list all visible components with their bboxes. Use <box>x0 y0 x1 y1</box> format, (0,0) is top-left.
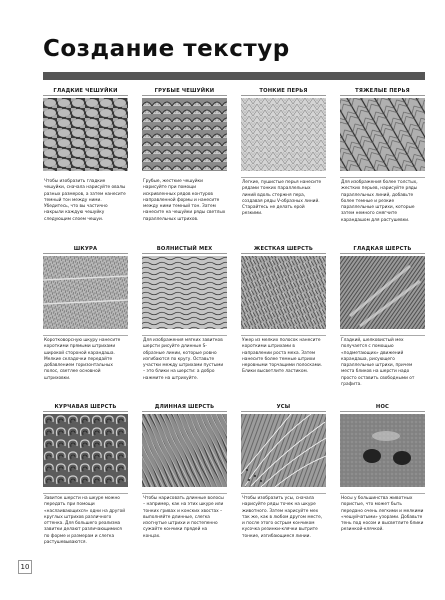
texture-description: Чтобы изобразить усы, сначала нарисуйте ряды точек на шкуре животного. Затем нарисуйте мех так же, как в любом другом месте, и после этого острым кончиком кусочка резинки-клячки вытрите тонкие, изгибающиеся линии. <box>241 493 326 542</box>
texture-description: Ужер из мелких полосок нанесите короткими штрихами в направлении роста меха. Затем нанесите более темные штрихи неровными торчащими полосками. Блики высветлите ластиком. <box>241 335 326 378</box>
texture-label: ГЛАДКАЯ ШЕРСТЬ <box>340 245 425 254</box>
smooth-fur-icon <box>340 256 425 329</box>
texture-description: Для изображения более толстых, жестких перьев, нарисуйте ряды параллельных линий, добавьте более темные и резкие параллельные штрихи, которые затем немного смягчите карандашом для растушевки. <box>340 177 425 226</box>
texture-description: Завиток шерсти на шкуре можно передать при помощи «наслаивающихся» одни на другой круглых штрихов различного оттенка. Для большего реализма завитки делают различающимися по форме и размерам и слегка растушевываются. <box>43 493 128 548</box>
texture-description: Грубые, жесткие чешуйки нарисуйте при помощи искривленных рядов контуров направленной формы и нанесите между ними темный тон. Затем нанесите на чешуйки ряды светлых параллельных штрихов. <box>143 179 226 222</box>
texture-cell-rough-scales <box>142 87 227 225</box>
texture-label: ТЯЖЕЛЫЕ ПЕРЬЯ <box>340 87 425 96</box>
texture-label: ШКУРА <box>43 245 128 254</box>
texture-description: Гладкий, шелковистый мех получается с помощью «подметающих» движений карандаша, рисующего параллельные штрихи, причем места бликов на шерсти надо просто оставить свободными от графита. <box>340 335 425 390</box>
texture-label: КУРЧАВАЯ ШЕРСТЬ <box>43 403 128 412</box>
long-fur-icon <box>142 414 227 487</box>
texture-cell-nose <box>340 403 425 536</box>
texture-cell-long-fur <box>142 403 227 542</box>
texture-label: ГЛАДКИЕ ЧЕШУЙКИ <box>43 87 128 96</box>
title-rule <box>43 72 425 80</box>
texture-cell-wavy-fur <box>142 245 227 384</box>
texture-cell-coarse-fur <box>241 245 326 378</box>
texture-cell-smooth-scales <box>43 87 128 225</box>
whiskers-icon <box>241 414 326 487</box>
texture-label: ЖЕСТКАЯ ШЕРСТЬ <box>241 245 326 254</box>
texture-cell-curly-fur <box>43 403 128 548</box>
hide-icon <box>43 256 128 329</box>
texture-label: ГРУБЫЕ ЧЕШУЙКИ <box>142 87 227 96</box>
texture-cell-hide <box>43 245 128 384</box>
texture-cell-heavy-feathers <box>340 87 425 226</box>
texture-label: НОС <box>340 403 425 412</box>
page-number: 10 <box>18 560 32 574</box>
texture-label: ВОЛНИСТЫЙ МЕХ <box>142 245 227 254</box>
texture-label: ТОНКИЕ ПЕРЬЯ <box>241 87 326 96</box>
texture-cell-whiskers <box>241 403 326 542</box>
texture-description: Коротковорсную шкуру нанесите короткими прямыми штрихами широкой стороной карандаша. Мелкие складочки передайте добавлением горизонтальных полос, светлее основной штриховки. <box>43 335 128 384</box>
texture-description: Легкие, пушистые перья нанесите рядами тонких параллельных линий вдоль стержня пера, создавая ряды V-образных линий. Старайтесь не делать ерой резкими. <box>241 177 326 220</box>
curly-fur-icon <box>43 414 128 487</box>
rough-scales-icon <box>142 98 227 171</box>
fine-feathers-icon <box>241 98 326 171</box>
texture-description: Чтобы нарисовать длинные волосы – например, как на этих шкуре или тонких гривах и конских хвостах – выполняйте длинные, слегка изогнутые штрихи и постепенно сужайте кончики прядей на концах. <box>142 493 227 542</box>
page-title: Создание текстур <box>43 36 290 62</box>
texture-grid <box>43 87 425 557</box>
texture-description: Носы у большинства животных пористые, что может быть передано очень легкими и мелкими «чешуйчатыми» узорами. Добавьте тень под носом и высветлите блики резинкой-клячкой. <box>340 493 425 536</box>
texture-description: Чтобы изобразить гладкие чешуйки, сначала нарисуйте овалы разных размеров, а затем нанесите темный тон между ними. Убедитесь, что вы частично накрыли каждую чешуйку следующим слоем чешуи. <box>44 179 126 222</box>
nose-icon <box>340 414 425 487</box>
wavy-fur-icon <box>142 256 227 329</box>
texture-cell-fine-feathers <box>241 87 326 220</box>
coarse-fur-icon <box>241 256 326 329</box>
texture-cell-smooth-fur <box>340 245 425 390</box>
texture-description: Для изображения мягких завитков шерсти рисуйте длинные S-образные линии, которые ровно изгибаются по кругу. Оставьте участки между штрихами пустыми – это блики на шерсти: а добро нажмите на штрихуйте. <box>142 335 227 384</box>
heavy-feathers-icon <box>340 98 425 171</box>
smooth-scales-icon <box>43 98 128 171</box>
texture-label: ДЛИННАЯ ШЕРСТЬ <box>142 403 227 412</box>
texture-label: УСЫ <box>241 403 326 412</box>
